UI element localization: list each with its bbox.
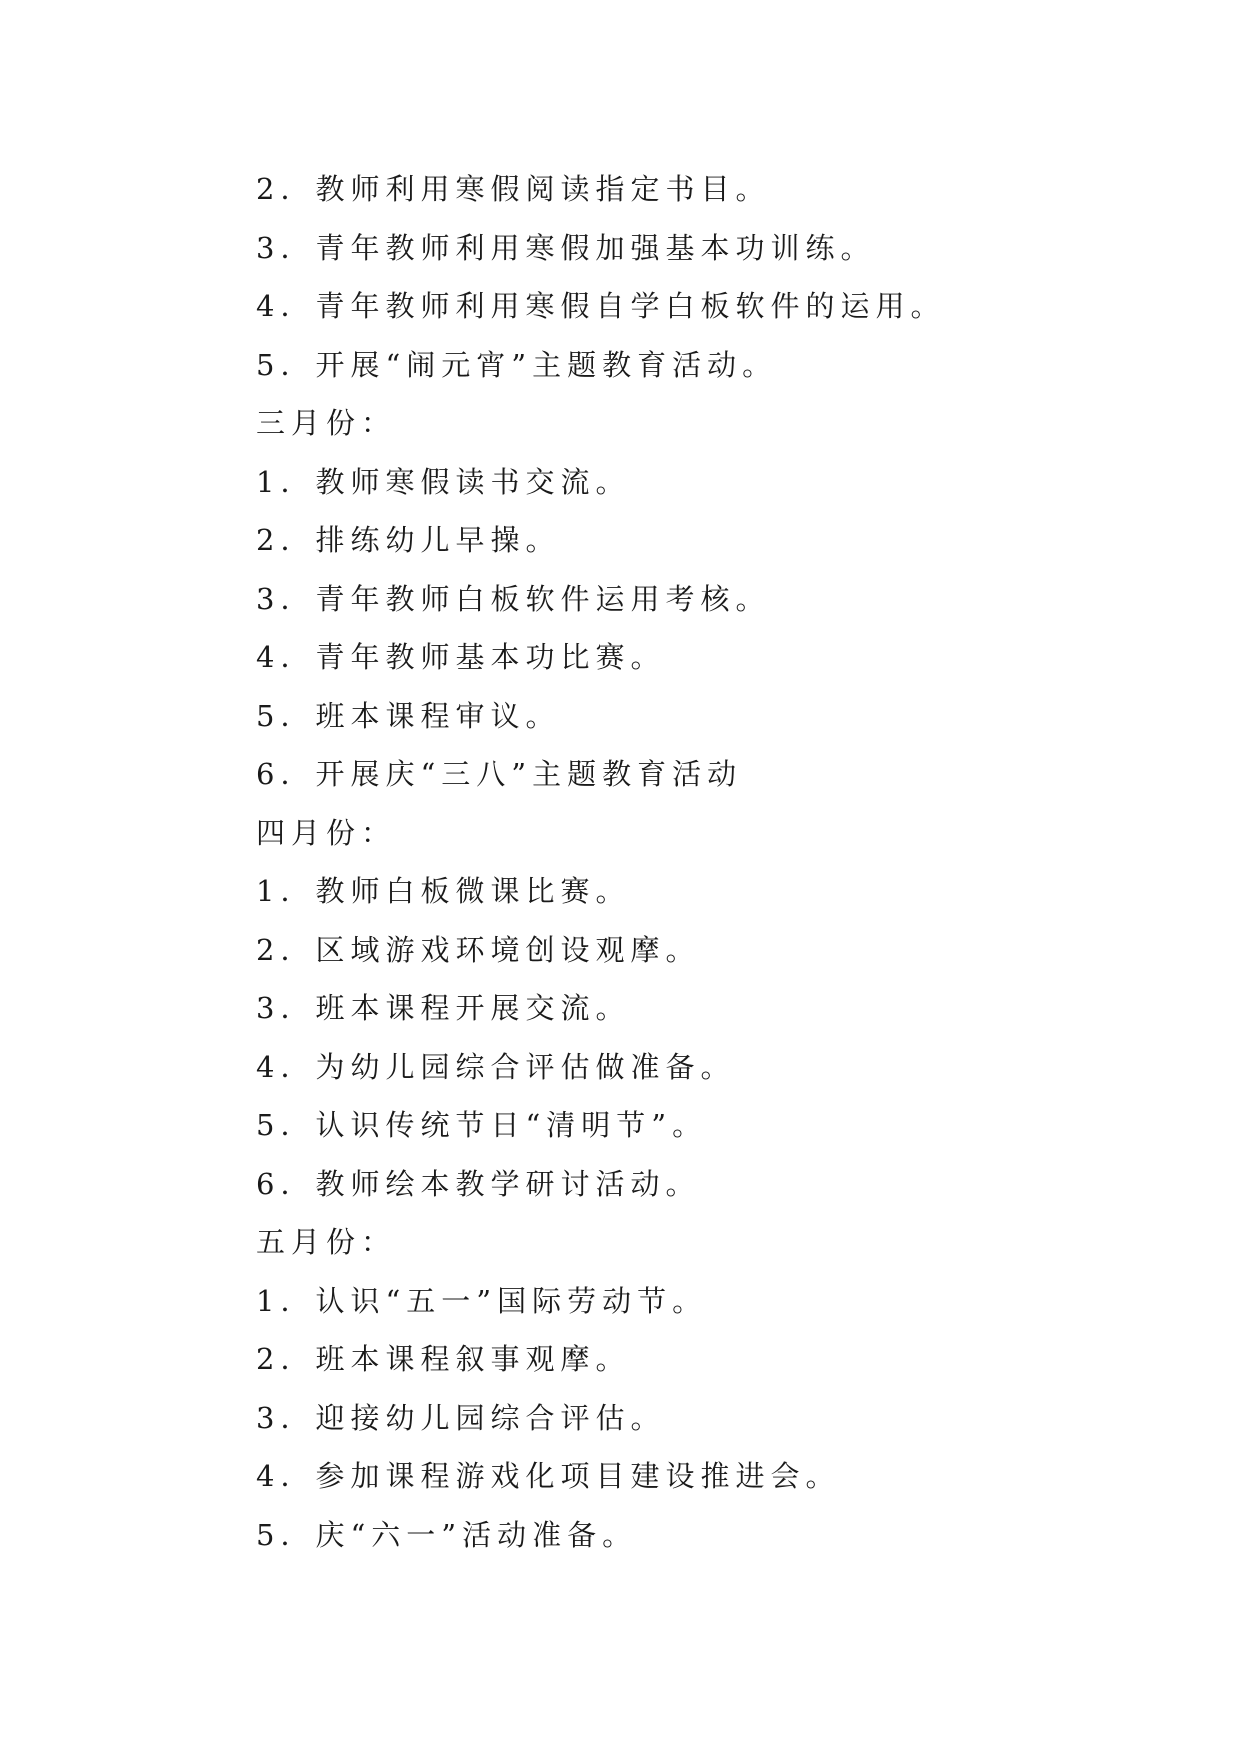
plan-item: 6．教师绘本教学研讨活动。 <box>256 1166 701 1201</box>
plan-lines <box>256 160 1156 1564</box>
plan-item: 1．认识“五一”国际劳动节。 <box>256 1283 708 1318</box>
plan-item: 2．班本课程叙事观摩。 <box>256 1342 631 1376</box>
plan-item: 4．青年教师基本功比赛。 <box>256 640 666 674</box>
plan-item: 4．青年教师利用寒假自学白板软件的运用。 <box>256 289 946 323</box>
plan-item: 5．庆“六一”活动准备。 <box>256 1517 638 1552</box>
plan-item: 5．认识传统节日“清明节”。 <box>256 1108 708 1142</box>
plan-item: 3．班本课程开展交流。 <box>256 991 631 1025</box>
plan-item: 5．开展“闹元宵”主题教育活动。 <box>256 347 778 382</box>
plan-item: 2．排练幼儿早操。 <box>256 523 561 557</box>
plan-item: 1．教师白板微课比赛。 <box>256 874 631 908</box>
month-heading: 三月份： <box>256 406 397 440</box>
plan-item: 1．教师寒假读书交流。 <box>256 464 631 499</box>
plan-item: 2．区域游戏环境创设观摩。 <box>256 932 701 967</box>
month-heading: 五月份： <box>256 1225 397 1259</box>
plan-item: 3．迎接幼儿园综合评估。 <box>256 1400 666 1435</box>
plan-item: 5．班本课程审议。 <box>256 698 561 733</box>
plan-item: 2．教师利用寒假阅读指定书目。 <box>256 172 771 206</box>
plan-item: 3．青年教师利用寒假加强基本功训练。 <box>256 230 876 265</box>
plan-item: 4．参加课程游戏化项目建设推进会。 <box>256 1459 841 1493</box>
month-heading: 四月份： <box>256 815 397 850</box>
plan-item: 4．为幼儿园综合评估做准备。 <box>256 1049 736 1084</box>
plan-item: 6．开展庆“三八”主题教育活动 <box>256 757 743 791</box>
plan-item: 3．青年教师白板软件运用考核。 <box>256 581 771 616</box>
